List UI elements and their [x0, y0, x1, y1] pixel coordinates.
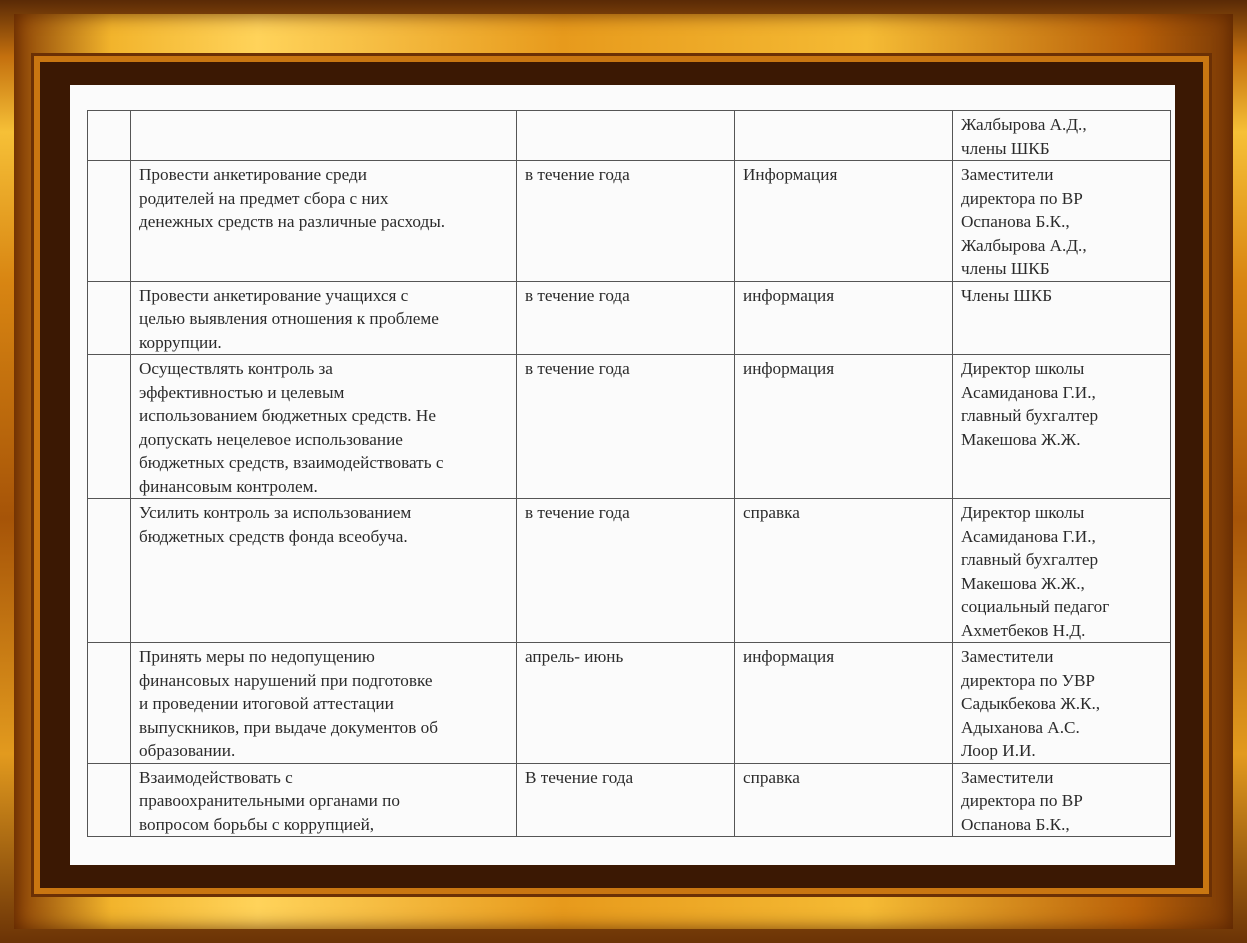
- deadline-cell: [517, 111, 735, 161]
- row-number-cell: [88, 763, 131, 837]
- table-row: [88, 111, 1171, 161]
- form-text: информация: [743, 647, 835, 666]
- form-text: информация: [743, 285, 835, 305]
- deadline-cell: [517, 161, 735, 282]
- deadline-text: в течение года: [525, 359, 630, 378]
- anti-corruption-plan-table: [87, 110, 1171, 837]
- form-cell: [735, 763, 953, 837]
- deadline-cell: [517, 763, 735, 837]
- form-cell: [735, 281, 953, 355]
- activity-cell: [131, 763, 517, 837]
- table-row: [88, 643, 1171, 764]
- table-row: [88, 499, 1171, 643]
- responsible-text: Жалбырова А.Д., члены ШКБ: [961, 115, 1087, 158]
- form-cell: [735, 643, 953, 764]
- row-number-cell: [88, 161, 131, 282]
- responsible-text: Заместители директора по УВР Садыкбекова Ж.К., Адыханова А.С. Лоор И.И.: [961, 647, 1101, 760]
- deadline-text: в течение года: [525, 285, 630, 305]
- activity-text: Усилить контроль за использованием бюджетных средств фонда всеобуча.: [139, 503, 412, 546]
- responsible-cell: [953, 355, 1171, 499]
- responsible-cell: [953, 111, 1171, 161]
- activity-text: Осуществлять контроль за эффективностью и целевым использованием бюджетных средств. Не допускать нецелевое использование бюджетных средств, взаимодействовать с финансовым контролем.: [139, 359, 444, 496]
- deadline-text: в течение года: [525, 503, 630, 522]
- form-cell: [735, 499, 953, 643]
- responsible-cell: [953, 643, 1171, 764]
- activity-text: Взаимодействовать с правоохранительными органами по вопросом борьбы с коррупцией,: [139, 767, 400, 834]
- activity-text: Провести анкетирование среди родителей на предмет сбора с них денежных средств на различные расходы.: [139, 165, 446, 231]
- deadline-text: В течение года: [525, 767, 634, 787]
- row-number-cell: [88, 355, 131, 499]
- responsible-cell: [953, 499, 1171, 643]
- activity-cell: [131, 281, 517, 355]
- row-number-cell: [88, 499, 131, 643]
- deadline-text: апрель- июнь: [525, 647, 624, 666]
- activity-cell: [131, 499, 517, 643]
- table-row: [88, 355, 1171, 499]
- deadline-cell: [517, 355, 735, 499]
- responsible-text: Директор школы Асамиданова Г.И., главный бухгалтер Макешова Ж.Ж., социальный педагог Ахметбеков Н.Д.: [961, 503, 1110, 640]
- form-text: справка: [743, 767, 800, 787]
- form-cell: [735, 111, 953, 161]
- responsible-text: Заместители директора по ВР Оспанова Б.К., Жалбырова А.Д., члены ШКБ: [961, 165, 1087, 278]
- activity-cell: [131, 111, 517, 161]
- row-number-cell: [88, 111, 131, 161]
- activity-cell: [131, 355, 517, 499]
- table-row: [88, 161, 1171, 282]
- row-number-cell: [88, 643, 131, 764]
- row-number-cell: [88, 281, 131, 355]
- responsible-text: Заместители директора по ВР Оспанова Б.К.,: [961, 767, 1083, 834]
- form-cell: [735, 355, 953, 499]
- responsible-cell: [953, 161, 1171, 282]
- activity-text: Провести анкетирование учащихся с целью выявления отношения к проблеме коррупции.: [139, 285, 439, 352]
- deadline-text: в течение года: [525, 165, 630, 184]
- form-text: справка: [743, 503, 800, 522]
- responsible-text: Члены ШКБ: [961, 285, 1053, 305]
- activity-cell: [131, 161, 517, 282]
- deadline-cell: [517, 499, 735, 643]
- activity-text: Принять меры по недопущению финансовых нарушений при подготовке и проведении итоговой аттестации выпускников, при выдаче документов об образовании.: [139, 647, 438, 760]
- table-row: [88, 281, 1171, 355]
- activity-cell: [131, 643, 517, 764]
- deadline-cell: [517, 281, 735, 355]
- plan-table-body: [88, 111, 1171, 837]
- responsible-text: Директор школы Асамиданова Г.И., главный бухгалтер Макешова Ж.Ж.: [961, 359, 1099, 449]
- deadline-cell: [517, 643, 735, 764]
- table-row: [88, 763, 1171, 837]
- form-text: информация: [743, 359, 835, 378]
- responsible-cell: [953, 763, 1171, 837]
- form-cell: [735, 161, 953, 282]
- responsible-cell: [953, 281, 1171, 355]
- form-text: Информация: [743, 165, 838, 184]
